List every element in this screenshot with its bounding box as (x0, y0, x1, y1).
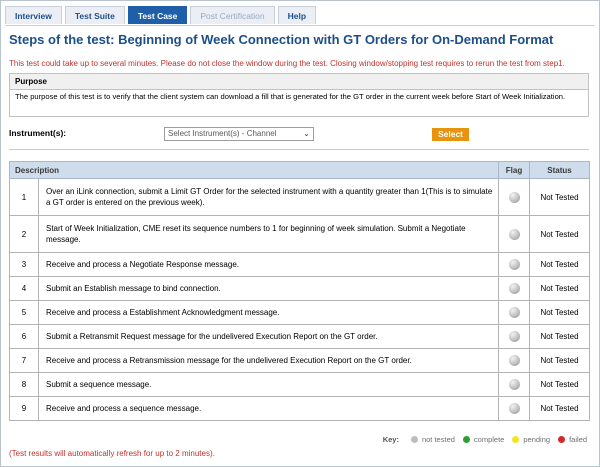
header-flag: Flag (499, 162, 530, 179)
not-tested-dot-icon (411, 436, 418, 443)
status-dot-icon (509, 379, 520, 390)
step-number: 4 (10, 277, 39, 301)
step-description: Submit a Retransmit Request message for the undelivered Execution Report on the GT order. (39, 325, 499, 349)
status-cell: Not Tested (530, 397, 590, 421)
step-number: 5 (10, 301, 39, 325)
purpose-box (9, 73, 589, 117)
step-number: 2 (10, 216, 39, 253)
step-description: Submit a sequence message. (39, 373, 499, 397)
pending-dot-icon (512, 436, 519, 443)
table-row (10, 216, 590, 253)
complete-dot-icon (463, 436, 470, 443)
flag-cell (499, 179, 530, 216)
purpose-heading: Purpose (10, 74, 588, 90)
step-number: 6 (10, 325, 39, 349)
status-dot-icon (509, 229, 520, 240)
step-number: 3 (10, 253, 39, 277)
step-number: 7 (10, 349, 39, 373)
status-cell: Not Tested (530, 373, 590, 397)
flag-cell (499, 325, 530, 349)
flag-cell (499, 301, 530, 325)
status-key-legend (383, 435, 587, 444)
refresh-note: (Test results will automatically refresh for up to 2 minutes). (9, 449, 215, 458)
step-number: 1 (10, 179, 39, 216)
select-button[interactable]: Select (432, 128, 469, 141)
status-cell: Not Tested (530, 253, 590, 277)
step-description: Submit an Establish message to bind connection. (39, 277, 499, 301)
instrument-select-value: Select Instrument(s) - Channel (168, 129, 277, 138)
table-row (10, 373, 590, 397)
status-cell: Not Tested (530, 216, 590, 253)
status-cell: Not Tested (530, 179, 590, 216)
step-description: Over an iLink connection, submit a Limit GT Order for the selected instrument with a quantity greater than 1(This is to simulate a GT order is entered on the previous week). (39, 179, 499, 216)
tab-test-case[interactable]: Test Case (128, 6, 188, 24)
instrument-label: Instrument(s): (9, 128, 67, 138)
flag-cell (499, 349, 530, 373)
step-description: Receive and process a Negotiate Response message. (39, 253, 499, 277)
tab-post-certification: Post Certification (190, 6, 274, 24)
status-cell: Not Tested (530, 349, 590, 373)
step-description: Receive and process a Retransmission message for the undelivered Execution Report on the GT order. (39, 349, 499, 373)
purpose-text: The purpose of this test is to verify that the client system can download a fill that is generated for the GT order in the current week before Start of Week Initialization. (15, 92, 566, 101)
status-dot-icon (509, 259, 520, 270)
key-complete: complete (473, 435, 505, 444)
table-row (10, 397, 590, 421)
tab-interview[interactable]: Interview (5, 6, 62, 24)
tab-bar (5, 6, 316, 26)
table-row (10, 277, 590, 301)
flag-cell (499, 397, 530, 421)
key-label: Key: (382, 435, 399, 444)
table-row (10, 179, 590, 216)
status-cell: Not Tested (530, 277, 590, 301)
tab-test-suite[interactable]: Test Suite (65, 6, 125, 24)
table-row (10, 325, 590, 349)
status-dot-icon (509, 331, 520, 342)
divider (9, 149, 589, 150)
header-description: Description (10, 162, 499, 179)
key-pending: pending (523, 435, 551, 444)
failed-dot-icon (558, 436, 565, 443)
page-title: Steps of the test: Beginning of Week Connection with GT Orders for On-Demand Format (9, 32, 554, 47)
table-row (10, 301, 590, 325)
status-dot-icon (509, 403, 520, 414)
status-cell: Not Tested (530, 301, 590, 325)
step-number: 9 (10, 397, 39, 421)
header-status: Status (530, 162, 590, 179)
table-row (10, 253, 590, 277)
key-not-tested: not tested (421, 435, 455, 444)
step-description: Receive and process a sequence message. (39, 397, 499, 421)
status-dot-icon (509, 192, 520, 203)
flag-cell (499, 373, 530, 397)
flag-cell (499, 216, 530, 253)
table-header-row (10, 162, 590, 179)
tab-help[interactable]: Help (278, 6, 316, 24)
status-dot-icon (509, 355, 520, 366)
status-dot-icon (509, 307, 520, 318)
steps-table (9, 161, 590, 421)
status-cell: Not Tested (530, 325, 590, 349)
tab-divider (5, 25, 595, 26)
step-description: Start of Week Initialization, CME reset its sequence numbers to 1 for beginning of week simulation. Submit a Negotiate message. (39, 216, 499, 253)
status-dot-icon (509, 283, 520, 294)
table-row (10, 349, 590, 373)
step-description: Receive and process a Establishment Acknowledgment message. (39, 301, 499, 325)
flag-cell (499, 253, 530, 277)
instrument-select[interactable] (164, 127, 314, 141)
flag-cell (499, 277, 530, 301)
warning-text: This test could take up to several minutes. Please do not close the window during the test. Closing window/stopping test requires to rerun the test from step1. (9, 59, 565, 68)
key-failed: failed (569, 435, 587, 444)
chevron-down-icon: ⌄ (303, 129, 310, 138)
step-number: 8 (10, 373, 39, 397)
